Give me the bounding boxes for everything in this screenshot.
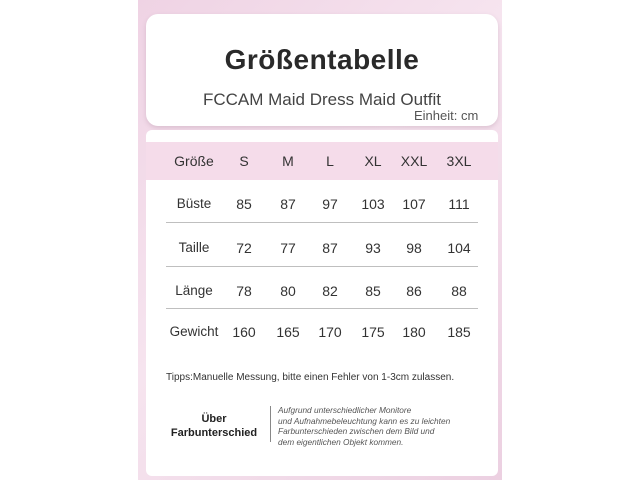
table-cell: 107: [402, 196, 426, 212]
row-label: Taille: [178, 240, 210, 255]
table-cell: 85: [236, 196, 252, 212]
table-cell: 103: [361, 196, 385, 212]
table-cell: 87: [322, 240, 338, 256]
row-divider: [166, 222, 478, 223]
header-size-3xl: 3XL: [446, 153, 472, 169]
header-size-label: Größe: [174, 153, 214, 169]
table-cell: 175: [361, 324, 385, 340]
table-cell: 165: [276, 324, 300, 340]
color-note-line1: Aufgrund unterschiedlicher Monitore: [278, 405, 412, 415]
row-label: Büste: [176, 196, 212, 211]
header-size-l: L: [326, 153, 334, 169]
table-cell: 170: [318, 324, 342, 340]
table-cell: 97: [322, 196, 338, 212]
color-note-line4: dem eigentlichen Objekt kommen.: [278, 436, 404, 447]
unit-label: Einheit: cm: [414, 108, 479, 123]
row-label: Gewicht: [169, 324, 219, 339]
table-cell: 180: [402, 324, 426, 340]
table-cell: 185: [447, 324, 471, 340]
table-cell: 87: [280, 196, 296, 212]
color-difference-title-line2: Farbunterschied: [170, 427, 258, 439]
row-divider: [166, 266, 478, 267]
table-cell: 93: [365, 240, 381, 256]
table-cell: 104: [447, 240, 471, 256]
table-cell: 82: [322, 283, 338, 299]
table-cell: 78: [236, 283, 252, 299]
table-cell: 160: [232, 324, 256, 340]
table-cell: 77: [280, 240, 296, 256]
color-note-line3: Farbunterschieden zwischen dem Bild und: [278, 426, 435, 436]
header-size-xl: XL: [364, 153, 382, 169]
table-cell: 86: [406, 283, 422, 299]
table-cell: 111: [448, 196, 470, 212]
size-table: [146, 130, 498, 476]
color-difference-title-line1: Über: [201, 413, 227, 425]
table-cell: 98: [406, 240, 422, 256]
header-size-m: M: [282, 153, 294, 169]
measurement-tip: Tipps:Manuelle Messung, bitte einen Fehler von 1-3cm zulassen.: [166, 372, 455, 383]
table-cell: 88: [451, 283, 467, 299]
row-divider: [166, 308, 478, 309]
page-title: Größentabelle: [224, 44, 420, 75]
table-cell: 72: [236, 240, 252, 256]
header-size-s: S: [239, 153, 249, 169]
color-difference-title: [160, 412, 268, 440]
color-difference-note: [278, 405, 490, 447]
table-cell: 85: [365, 283, 381, 299]
row-label: Länge: [175, 283, 213, 298]
color-note-line2: und Aufnahmebeleuchtung kann es zu leichten: [278, 415, 451, 426]
header-size-xxl: XXL: [400, 153, 428, 169]
separator-line: [270, 406, 271, 442]
product-subtitle: FCCAM Maid Dress Maid Outfit: [202, 90, 442, 109]
table-cell: 80: [280, 283, 296, 299]
